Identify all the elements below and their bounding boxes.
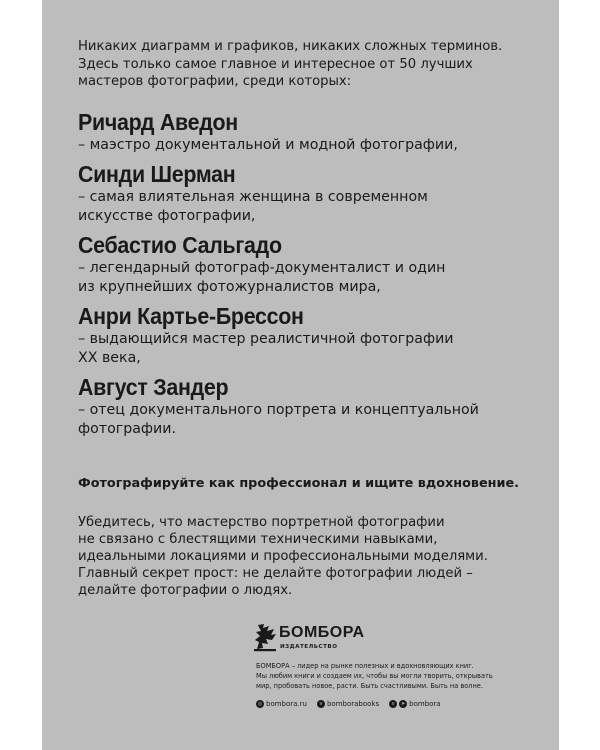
paragraph-line: идеальными локациями и профессиональными моделями. (78, 549, 488, 564)
vk-small-icon: v (389, 700, 397, 708)
publisher-subtitle: ИЗДАТЕЛЬСТВО (280, 644, 338, 650)
publisher-name: БОМБОРА (279, 624, 365, 641)
intro-line: Здесь только самое главное и интересное от 50 лучших (78, 56, 473, 72)
master-name: Анри Картье-Брессон (78, 302, 304, 329)
publisher-logo (254, 622, 364, 656)
social-label: bomborabooks (326, 700, 380, 708)
master-description-line: XX века, (78, 350, 141, 366)
instagram-icon: ◎ (257, 701, 263, 707)
intro-line: мастеров фотографии, среди которых: (78, 74, 352, 89)
bombora-logo-icon (254, 622, 278, 652)
masters-list (78, 108, 538, 444)
social-link-instagram[interactable] (256, 700, 307, 708)
back-cover (42, 0, 559, 750)
blurb-line: БОМБОРА – лидер на рынке полезных и вдохновляющих книг. (256, 662, 474, 670)
telegram-icon: ➤ (401, 701, 406, 707)
master-description (78, 401, 538, 440)
master-description-line: – самая влиятельная женщина в современном (78, 188, 428, 205)
vk-icon: v (317, 700, 325, 708)
social-label: bombora.ru (266, 700, 307, 708)
master-name: Август Зандер (78, 373, 229, 400)
paragraph-line: не связано с блестящими техническими навыками, (78, 532, 438, 547)
master-description (78, 136, 538, 156)
paragraph-line: делайте фотографии о людях. (78, 583, 293, 598)
master-description-line: – отец документального портрета и концептуальной (78, 401, 479, 418)
master-description (78, 188, 538, 227)
blurb-line: Мы любим книги и создаем их, чтобы вы могли творить, открывать (256, 672, 493, 680)
master-name: Синди Шерман (78, 160, 236, 187)
master-description (78, 330, 538, 369)
intro-text (78, 38, 548, 91)
master-name: Ричард Аведон (78, 109, 238, 135)
master-description (78, 259, 538, 298)
master-description-line: – легендарный фотограф-документалист и один (78, 259, 446, 276)
master-description-line: искусстве фотографии, (78, 208, 256, 224)
social-links (256, 700, 451, 708)
tagline: Фотографируйте как профессионал и ищите вдохновение. (78, 476, 520, 491)
social-label: bombora (409, 700, 441, 708)
blurb-line: мир, пробовать новое, расти. Быть счастливыми. Быть на волне. (256, 682, 483, 690)
master-description-line: – выдающийся мастер реалистичной фотографии (78, 330, 454, 347)
publisher-blurb (256, 661, 493, 691)
paragraph-line: Убедитесь, что мастерство портретной фотографии (78, 515, 445, 530)
description-paragraph (78, 514, 548, 599)
master-name: Себастио Сальгадо (78, 231, 282, 258)
social-link-telegram[interactable] (389, 700, 440, 708)
social-link-vk[interactable] (317, 700, 379, 708)
master-description-line: – маэстро документальной и модной фотографии, (78, 137, 458, 153)
master-description-line: из крупнейших фотожурналистов мира, (78, 279, 381, 295)
intro-line: Никаких диаграмм и графиков, никаких сложных терминов. (78, 39, 503, 54)
paragraph-line: Главный секрет прост: не делайте фотографии людей – (78, 566, 473, 581)
master-description-line: фотографии. (78, 421, 176, 437)
